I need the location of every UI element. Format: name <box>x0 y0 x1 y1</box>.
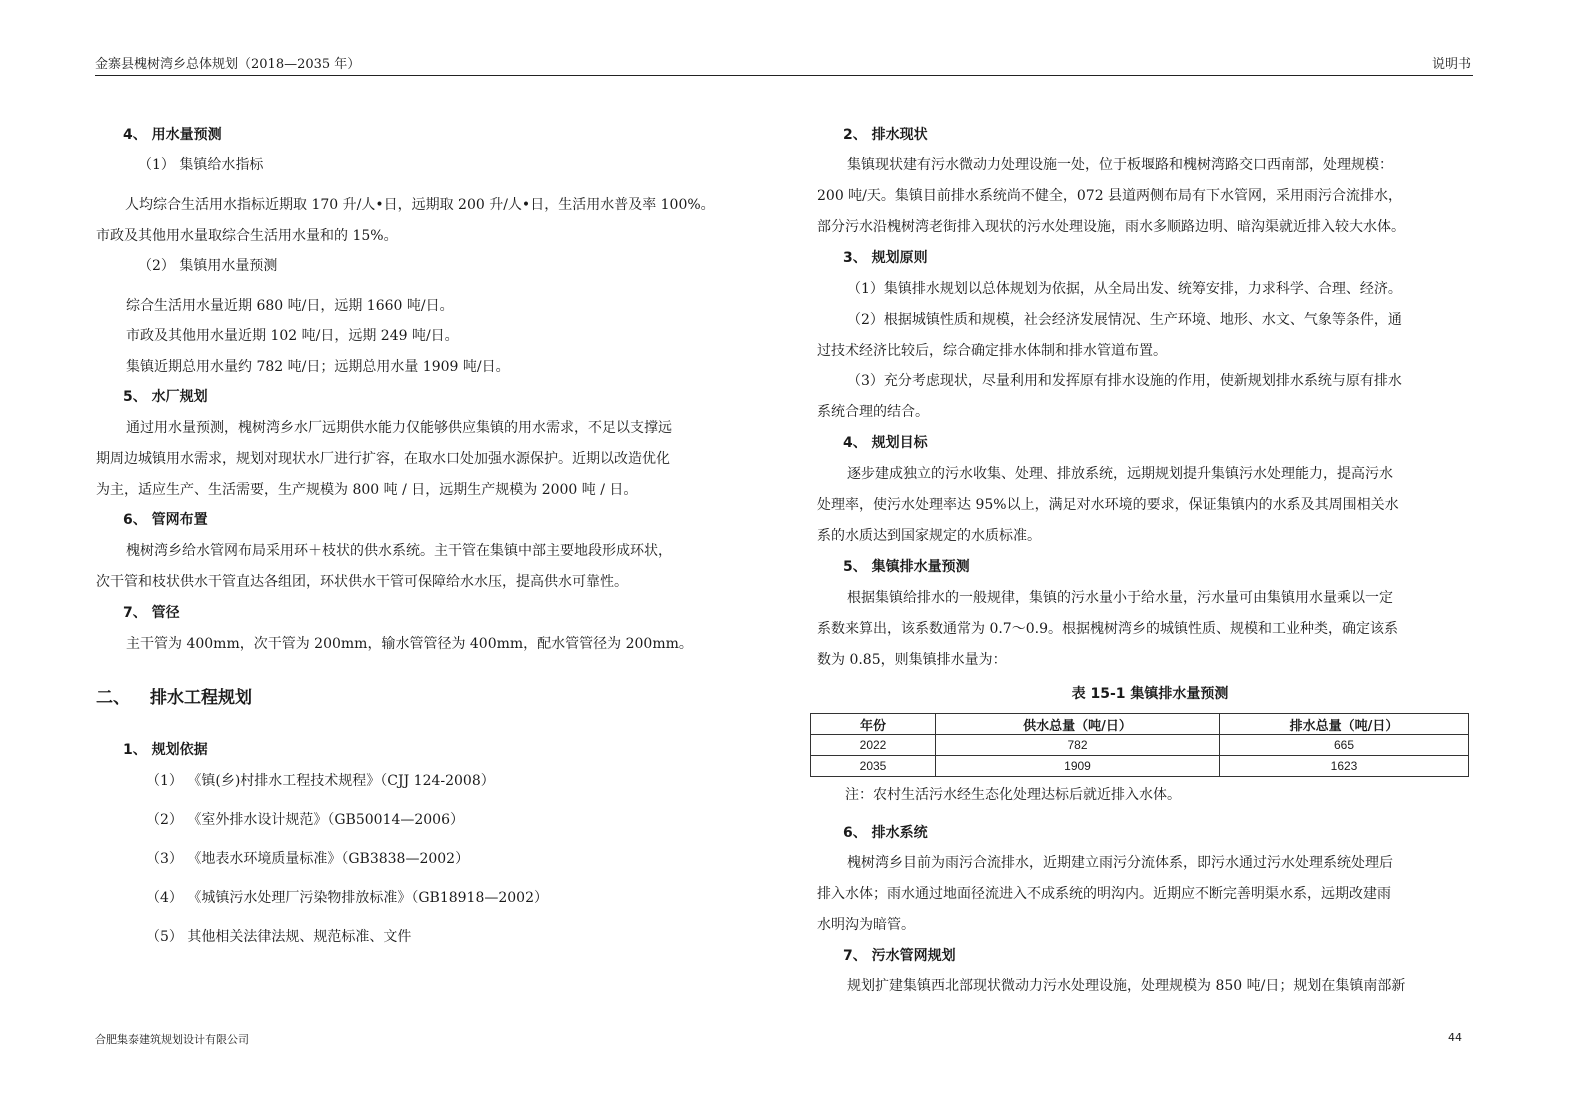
subsection-heading: 1、 规划依据 <box>123 742 208 758</box>
page-number: 44 <box>1448 1031 1462 1044</box>
footer-company: 合肥集泰建筑规划设计有限公司 <box>95 1033 249 1046</box>
paragraph-line: 集镇近期总用水量约 782 吨/日；远期总用水量 1909 吨/日。 <box>126 359 510 375</box>
paragraph-line: （2） 《室外排水设计规范》（GB50014—2006） <box>146 812 464 828</box>
table-row <box>811 756 1469 777</box>
paragraph-line: 数为 0.85，则集镇排水量为： <box>817 652 1007 668</box>
document-type: 说明书 <box>1431 57 1471 72</box>
subsection-heading: 6、 排水系统 <box>843 825 928 841</box>
paragraph-line: 集镇现状建有污水微动力处理设施一处，位于板堰路和槐树湾路交口西南部，处理规模： <box>847 157 1393 173</box>
paragraph-line: 规划扩建集镇西北部现状微动力污水处理设施，处理规模为 850 吨/日；规划在集镇南部新 <box>847 978 1406 994</box>
paragraph-line: （4） 《城镇污水处理厂污染物排放标准》（GB18918—2002） <box>146 890 548 906</box>
section-title: 排水工程规划 <box>150 688 252 708</box>
paragraph-line: 市政及其他用水量近期 102 吨/日，远期 249 吨/日。 <box>126 328 459 344</box>
paragraph-line: 市政及其他用水量取综合生活用水量和的 15%。 <box>96 228 398 244</box>
paragraph-line: 综合生活用水量近期 680 吨/日，远期 1660 吨/日。 <box>126 298 454 314</box>
paragraph-line: 系数来算出，该系数通常为 0.7～0.9。根据槐树湾乡的城镇性质、规模和工业种类，确定该系 <box>817 621 1398 637</box>
table-cell: 782 <box>936 735 1220 756</box>
paragraph-line: 通过用水量预测，槐树湾乡水厂远期供水能力仅能够供应集镇的用水需求，不足以支撑远 <box>126 420 672 436</box>
table-header-cell: 供水总量（吨/日） <box>936 714 1220 735</box>
table-cell: 2022 <box>811 735 936 756</box>
subsection-heading: 7、 污水管网规划 <box>843 948 956 964</box>
paragraph-line: （5） 其他相关法律法规、规范标准、文件 <box>146 929 412 945</box>
paragraph-line: （1）集镇排水规划以总体规划为依据，从全局出发、统筹安排，力求科学、合理、经济。 <box>847 281 1402 297</box>
table-cell: 2035 <box>811 756 936 777</box>
paragraph-line: 为主，适应生产、生活需要，生产规模为 800 吨 / 日，远期生产规模为 2000 吨 / 日。 <box>96 482 638 498</box>
paragraph-line: 期周边城镇用水需求，规划对现状水厂进行扩容，在取水口处加强水源保护。近期以改造优化 <box>96 451 670 467</box>
subsection-heading: 7、 管径 <box>123 605 180 621</box>
subsection-heading: 4、 用水量预测 <box>123 127 222 143</box>
paragraph-line: 系统合理的结合。 <box>817 404 929 420</box>
subsection-heading: 5、 水厂规划 <box>123 389 208 405</box>
subsection-heading: 5、 集镇排水量预测 <box>843 559 970 575</box>
paragraph-line: 处理率，使污水处理率达 95%以上，满足对水环境的要求，保证集镇内的水系及其周围相关水 <box>817 497 1399 513</box>
paragraph-line: 人均综合生活用水指标近期取 170 升/人•日，远期取 200 升/人•日，生活用水普及率 100%。 <box>125 197 715 213</box>
page-header <box>95 56 1473 76</box>
paragraph-line: （2） 集镇用水量预测 <box>138 258 278 274</box>
paragraph-line: 水明沟为暗管。 <box>817 917 915 933</box>
document-title: 金寨县槐树湾乡总体规划（2018—2035 年） <box>95 57 361 72</box>
paragraph-line: （1） 《镇(乡)村排水工程技术规程》（CJJ 124-2008） <box>146 773 495 789</box>
paragraph-line: 槐树湾乡给水管网布局采用环＋枝状的供水系统。主干管在集镇中部主要地段形成环状， <box>126 543 672 559</box>
paragraph-line: 主干管为 400mm，次干管为 200mm，输水管管径为 400mm，配水管管径为 200mm。 <box>126 636 693 652</box>
paragraph-line: 次干管和枝状供水干管直达各组团，环状供水干管可保障给水水压，提高供水可靠性。 <box>96 574 628 590</box>
paragraph-line: 过技术经济比较后，综合确定排水体制和排水管道布置。 <box>817 343 1167 359</box>
table-row <box>811 735 1469 756</box>
paragraph-line: 部分污水沿槐树湾老街排入现状的污水处理设施，雨水多顺路边明、暗沟渠就近排入较大水体。 <box>817 219 1405 235</box>
table-header-cell: 年份 <box>811 714 936 735</box>
paragraph-line: 注：农村生活污水经生态化处理达标后就近排入水体。 <box>845 787 1181 803</box>
table-cell: 1909 <box>936 756 1220 777</box>
paragraph-line: （1） 集镇给水指标 <box>138 157 264 173</box>
paragraph-line: 系的水质达到国家规定的水质标准。 <box>817 528 1041 544</box>
table-cell: 665 <box>1220 735 1469 756</box>
table-cell: 1623 <box>1220 756 1469 777</box>
paragraph-line: （3）充分考虑现状，尽量利用和发挥原有排水设施的作用，使新规划排水系统与原有排水 <box>847 373 1402 389</box>
paragraph-line: （2）根据城镇性质和规模，社会经济发展情况、生产环境、地形、水文、气象等条件，通 <box>847 312 1402 328</box>
subsection-heading: 2、 排水现状 <box>843 127 928 143</box>
paragraph-line: （3） 《地表水环境质量标准》（GB3838—2002） <box>146 851 470 867</box>
paragraph-line: 槐树湾乡目前为雨污合流排水，近期建立雨污分流体系，即污水通过污水处理系统处理后 <box>847 855 1393 871</box>
table-header-cell: 排水总量（吨/日） <box>1220 714 1469 735</box>
paragraph-line: 逐步建成独立的污水收集、处理、排放系统，远期规划提升集镇污水处理能力，提高污水 <box>847 466 1393 482</box>
paragraph-line: 200 吨/天。集镇目前排水系统尚不健全，072 县道两侧布局有下水管网，采用雨污合流排水， <box>817 188 1403 204</box>
section-heading <box>96 687 252 709</box>
table-caption: 表 15-1 集镇排水量预测 <box>1071 686 1229 702</box>
subsection-heading: 6、 管网布置 <box>123 512 208 528</box>
paragraph-line: 根据集镇给排水的一般规律，集镇的污水量小于给水量，污水量可由集镇用水量乘以一定 <box>847 590 1393 606</box>
paragraph-line: 排入水体；雨水通过地面径流进入不成系统的明沟内。近期应不断完善明渠水系，远期改建雨 <box>817 886 1391 902</box>
table-header-row <box>811 714 1469 735</box>
subsection-heading: 4、 规划目标 <box>843 435 928 451</box>
section-number: 二、 <box>96 688 130 708</box>
drainage-forecast-table <box>810 713 1469 777</box>
subsection-heading: 3、 规划原则 <box>843 250 928 266</box>
